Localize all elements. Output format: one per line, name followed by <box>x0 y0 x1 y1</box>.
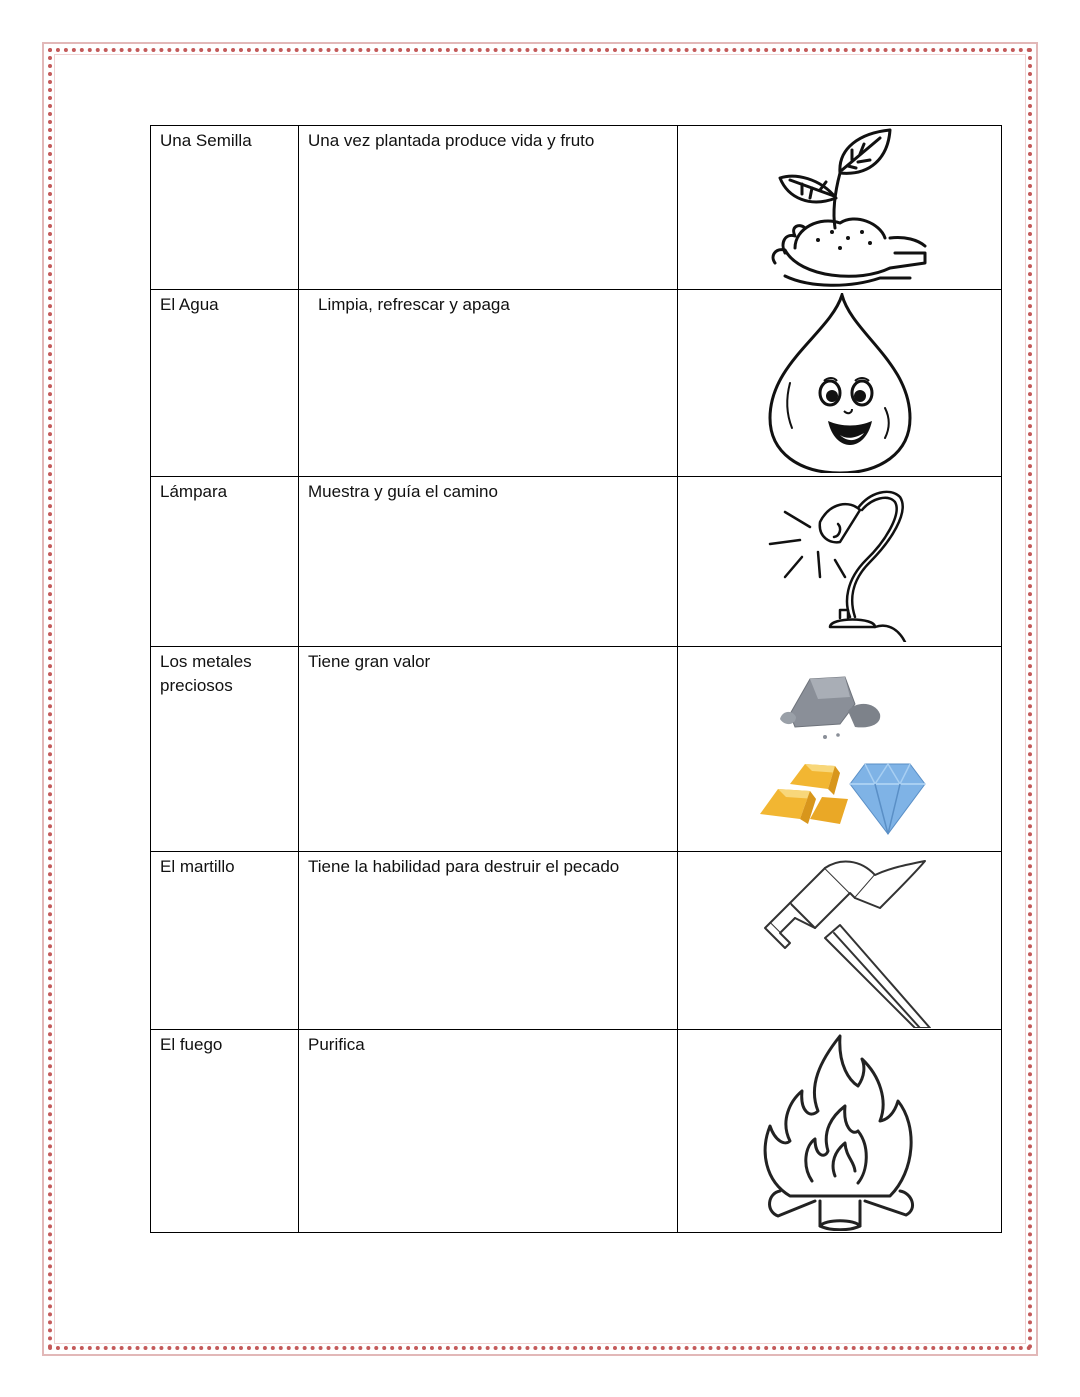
table-row <box>151 290 1002 477</box>
symbol-meaning-cell: Muestra y guía el camino <box>299 477 678 647</box>
symbol-image-cell <box>678 647 1002 852</box>
rock-icon <box>780 677 880 739</box>
symbol-name-cell: Una Semilla <box>151 126 299 290</box>
table-row <box>151 852 1002 1030</box>
symbol-meaning-cell: Tiene la habilidad para destruir el pecado <box>299 852 678 1030</box>
seedling-in-hands-icon <box>740 128 940 288</box>
campfire-icon <box>740 1031 940 1231</box>
symbol-image-cell <box>678 852 1002 1030</box>
gold-bars-icon <box>760 764 848 824</box>
symbol-image-cell <box>678 477 1002 647</box>
table-row <box>151 126 1002 290</box>
symbol-image-cell <box>678 1030 1002 1233</box>
smiling-water-drop-icon <box>740 293 940 473</box>
symbol-meaning-cell <box>299 290 678 477</box>
symbol-image-cell <box>678 290 1002 477</box>
table-row <box>151 477 1002 647</box>
symbol-meaning-text: Limpia, refrescar y apaga <box>318 295 510 314</box>
symbol-name-cell: El martillo <box>151 852 299 1030</box>
symbol-name-cell: Lámpara <box>151 477 299 647</box>
symbol-meaning-cell: Tiene gran valor <box>299 647 678 852</box>
symbol-name-cell: El fuego <box>151 1030 299 1233</box>
table-row <box>151 647 1002 852</box>
symbols-table <box>150 125 1002 1233</box>
diamond-icon <box>850 764 925 834</box>
desk-lamp-icon <box>740 482 940 642</box>
symbol-meaning-cell: Purifica <box>299 1030 678 1233</box>
hammer-icon <box>730 853 950 1028</box>
symbol-image-cell <box>678 126 1002 290</box>
symbol-name-cell: Los metales preciosos <box>151 647 299 852</box>
symbol-meaning-cell: Una vez plantada produce vida y fruto <box>299 126 678 290</box>
table-row <box>151 1030 1002 1233</box>
symbol-name-cell: El Agua <box>151 290 299 477</box>
precious-metals-icon <box>730 649 950 849</box>
